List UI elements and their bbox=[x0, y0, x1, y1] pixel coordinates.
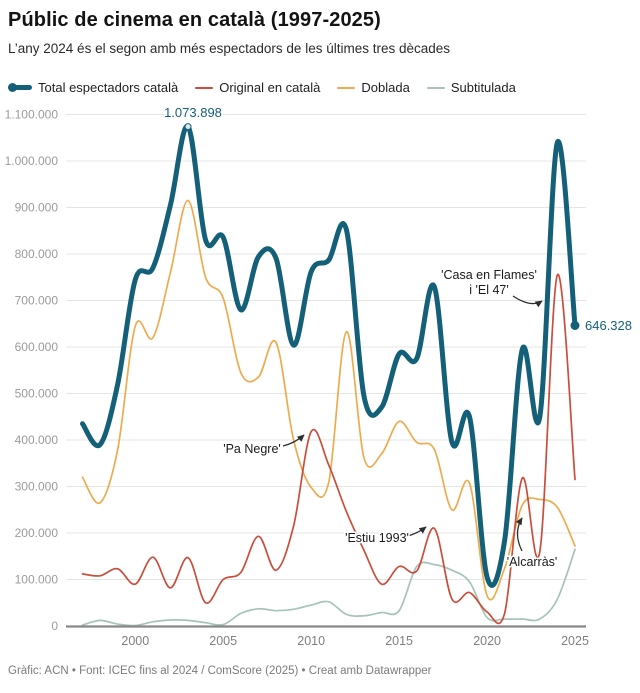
svg-text:100.000: 100.000 bbox=[14, 572, 58, 587]
svg-text:2025: 2025 bbox=[561, 634, 589, 648]
svg-text:2010: 2010 bbox=[297, 634, 326, 648]
legend-label-original: Original en català bbox=[219, 80, 321, 95]
svg-text:1.000.000: 1.000.000 bbox=[4, 154, 58, 168]
svg-text:'Alcarràs': 'Alcarràs' bbox=[506, 555, 558, 569]
series-line-0 bbox=[83, 126, 576, 585]
svg-text:400.000: 400.000 bbox=[14, 433, 58, 447]
svg-text:'Pa Negre': 'Pa Negre' bbox=[223, 442, 281, 456]
svg-text:0: 0 bbox=[51, 619, 58, 633]
chart-subtitle: L’any 2024 és el segon amb més espectadors de les últimes tres dècades bbox=[8, 41, 451, 56]
svg-text:2020: 2020 bbox=[473, 634, 502, 648]
x-axis bbox=[66, 627, 589, 649]
svg-text:646.328: 646.328 bbox=[585, 318, 632, 333]
legend-label-doblada: Doblada bbox=[361, 80, 410, 95]
svg-text:800.000: 800.000 bbox=[14, 247, 58, 261]
legend-label-total: Total espectadors català bbox=[38, 80, 179, 95]
svg-text:700.000: 700.000 bbox=[14, 293, 58, 308]
svg-text:200.000: 200.000 bbox=[14, 526, 58, 540]
chart-footer-byline: Gràfic: ACN • Font: ICEC fins al 2024 / ComScore (2025) • Creat amb Datawrapper bbox=[8, 665, 432, 677]
svg-text:2005: 2005 bbox=[209, 634, 238, 648]
data-series-lines bbox=[83, 126, 576, 625]
svg-text:1.100.000: 1.100.000 bbox=[4, 107, 58, 122]
svg-text:2015: 2015 bbox=[385, 634, 414, 648]
svg-text:'Estiu 1993': 'Estiu 1993' bbox=[345, 531, 409, 545]
svg-text:900.000: 900.000 bbox=[14, 200, 58, 215]
svg-text:500.000: 500.000 bbox=[14, 386, 58, 401]
svg-text:i 'El 47': i 'El 47' bbox=[469, 283, 509, 297]
svg-text:600.000: 600.000 bbox=[14, 340, 58, 354]
legend-label-subtitulada: Subtitulada bbox=[450, 80, 516, 95]
svg-text:'Casa en Flames': 'Casa en Flames' bbox=[441, 268, 537, 282]
svg-text:1.073.898: 1.073.898 bbox=[164, 105, 222, 120]
svg-text:2000: 2000 bbox=[121, 634, 150, 648]
svg-text:300.000: 300.000 bbox=[14, 479, 58, 494]
gridlines bbox=[5, 108, 586, 634]
chart-title: Públic de cinema en català (1997-2025) bbox=[8, 9, 381, 31]
